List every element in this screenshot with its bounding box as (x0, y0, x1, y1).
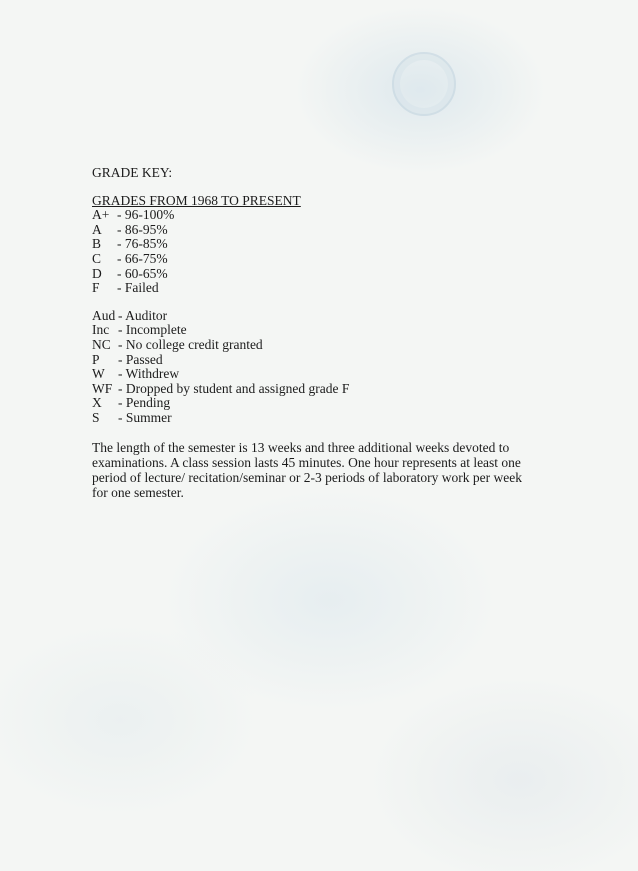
status-meaning: - Dropped by student and assigned grade F (118, 380, 350, 396)
grade-row (92, 223, 532, 238)
grade-code: F (92, 280, 100, 296)
status-code: W (92, 366, 105, 382)
grades-list (92, 208, 532, 296)
grade-row (92, 267, 532, 282)
status-meaning: - Withdrew (118, 366, 180, 382)
grade-row (92, 237, 532, 252)
grade-code: A+ (92, 207, 110, 223)
grade-row (92, 208, 532, 223)
grade-row (92, 281, 532, 296)
code-row (92, 367, 532, 382)
faded-seal-watermark (392, 52, 456, 116)
grade-key-heading: GRADE KEY: (92, 165, 173, 180)
code-row (92, 396, 532, 411)
grade-code: C (92, 250, 102, 266)
grade-meaning: - 60-65% (117, 265, 168, 281)
status-meaning: - Auditor (118, 307, 168, 323)
grade-meaning: - Failed (117, 280, 159, 296)
grade-meaning: - 66-75% (117, 250, 168, 266)
status-code: Inc (92, 322, 110, 338)
status-meaning: - Incomplete (118, 322, 187, 338)
grade-code: A (92, 221, 102, 237)
grades-section-title: GRADES FROM 1968 TO PRESENT (92, 192, 301, 208)
status-code: X (92, 395, 102, 411)
grade-row (92, 252, 532, 267)
status-meaning: - No college credit granted (118, 336, 263, 352)
grade-code: B (92, 236, 102, 252)
status-code: Aud (92, 307, 116, 323)
status-meaning: - Summer (118, 409, 172, 425)
status-code: WF (92, 380, 113, 396)
other-codes-list (92, 309, 532, 426)
grade-meaning: - 96-100% (117, 207, 175, 223)
code-row (92, 411, 532, 426)
section-gap (92, 296, 532, 309)
status-meaning: - Pending (118, 395, 171, 411)
status-meaning: - Passed (118, 351, 163, 367)
code-row (92, 338, 532, 353)
grade-key-document (92, 166, 532, 501)
code-row (92, 309, 532, 324)
grade-meaning: - 86-95% (117, 221, 168, 237)
semester-description-paragraph: The length of the semester is 13 weeks and three additional weeks devoted to examinations. A class session lasts 45 minutes. One hour represents at least one period of lecture/ recitation/seminar or 2-3 periods of laboratory work per week for one semester. (92, 439, 522, 501)
status-code: S (92, 409, 100, 425)
status-code: P (92, 351, 100, 367)
code-row (92, 382, 532, 397)
grade-code: D (92, 265, 102, 281)
grade-meaning: - 76-85% (117, 236, 168, 252)
status-code: NC (92, 336, 111, 352)
code-row (92, 323, 532, 338)
code-row (92, 353, 532, 368)
